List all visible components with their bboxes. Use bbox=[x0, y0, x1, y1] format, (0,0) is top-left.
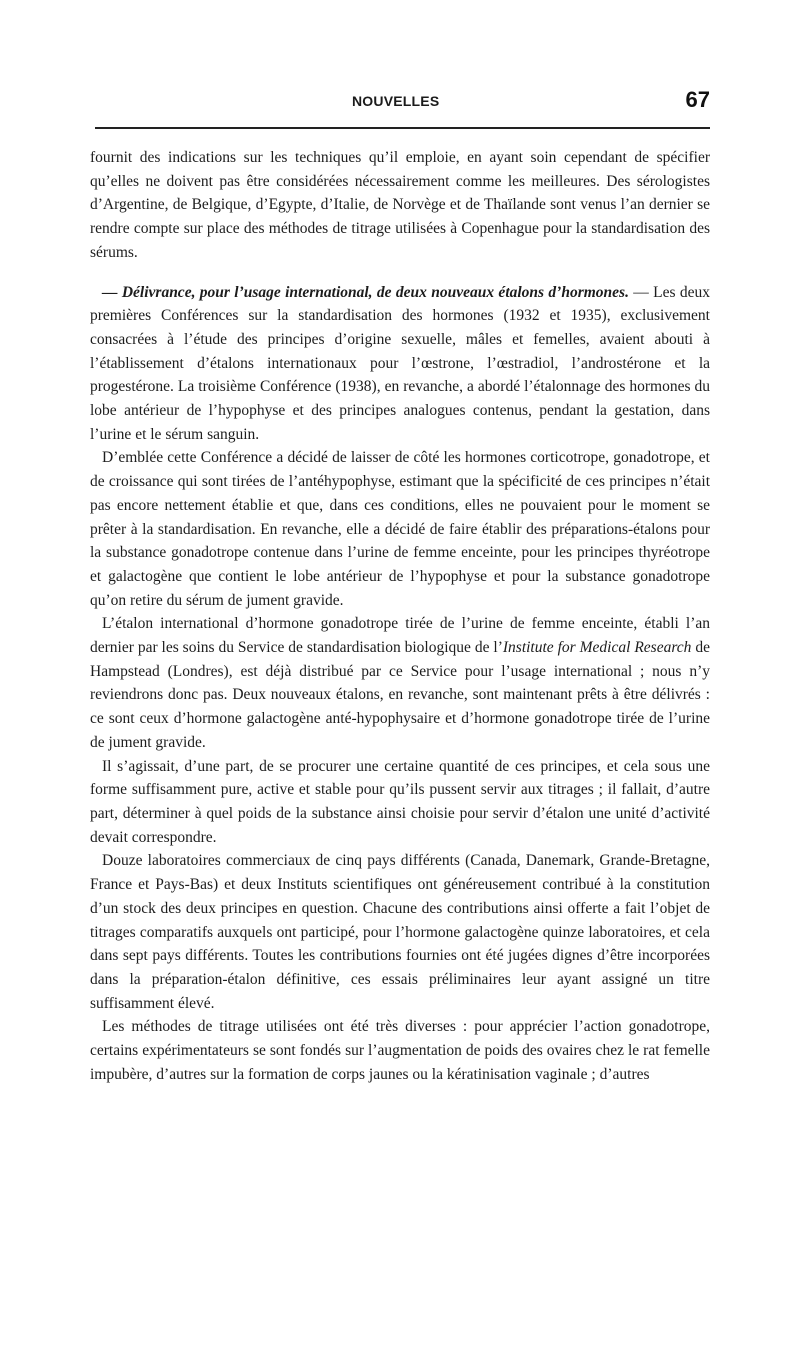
article-body bbox=[90, 146, 710, 1086]
running-head bbox=[90, 88, 710, 122]
paragraph-text: Douze laboratoires commerciaux de cinq pays différents (Canada, Danemark, Grande-Bretagne, France et Pays-Bas) et deux Instituts scientifiques ont généreusement contribué à la constitution d’un stock des deux principes en question. Chacune des contributions ainsi offerte a fait l’objet de titrages comparatifs auxquels ont participé, pour l’hormone galactogène quinze laboratoires, et cela dans sept pays différents. Toutes les contributions fournies ont été jugées dignes d’être incorporées dans la préparation-étalon définitive, ces essais préliminaires leur ayant assigné un titre suffisamment élevé. bbox=[90, 852, 710, 1012]
paragraph-procurement bbox=[90, 755, 710, 850]
paragraph-text: — Les deux premières Conférences sur la standardisation des hormones (1932 et 1935), exclusivement consacrées à l’étude des principes d’origine sexuelle, mâles et femelles, avaient abouti à l’établissement d’étalons internationaux pour l’œstrone, l’œstradiol, l’androstérone et la progestérone. La troisième Conférence (1938), en revanche, a abordé l’étalonnage des hormones du lobe antérieur de l’hypophyse et des principes analogues contenus, pendant la gestation, dans l’urine et le sérum sanguin. bbox=[90, 283, 710, 443]
running-title: NOUVELLES bbox=[352, 93, 440, 109]
institute-name: Institute for Medical Research bbox=[502, 639, 692, 657]
paragraph-laboratories bbox=[90, 849, 710, 1015]
paragraph-text: L’étalon international d’hormone gonadotrope tirée de l’urine de femme enceinte, établi l’an dernier par les soins du Service de standardisation biologique de l’ bbox=[90, 615, 710, 657]
paragraph-hormone-standards bbox=[90, 281, 710, 447]
document-page bbox=[90, 0, 710, 1371]
page-number: 67 bbox=[685, 87, 710, 112]
paragraph-serums bbox=[90, 146, 710, 265]
paragraph-international-standard bbox=[90, 612, 710, 754]
paragraph-methods bbox=[90, 1015, 710, 1086]
paragraph-text: fournit des indications sur les techniques qu’il emploie, en ayant soin cependant de spécifier qu’elles ne doivent pas être considérées nécessairement comme les meilleures. Des sérologistes d’Argentine, de Belgique, d’Egypte, d’Italie, de Norvège et de Thaïlande sont venus l’an dernier se rendre compte sur place des méthodes de titrage utilisées à Copenhague pour la standardisation des sérums. bbox=[90, 149, 710, 261]
paragraph-text: D’emblée cette Conférence a décidé de laisser de côté les hormones corticotrope, gonadotrope, et de croissance qui sont tirées de l’antéhypophyse, estimant que la spécificité de ces principes n’était pas encore nettement établie et que, dans ces conditions, elles ne pouvaient pour le moment se prêter à la standardisation. En revanche, elle a décidé de faire établir des préparations-étalons pour la substance gonadotrope contenue dans l’urine de femme enceinte, pour les principes thyréotrope et galactogène que contient le lobe antérieur de l’hypophyse et pour la substance gonadotrope qu’on retire du sérum de jument gravide. bbox=[90, 449, 710, 609]
header-rule bbox=[95, 127, 710, 129]
section-heading: — Délivrance, pour l’usage international, de deux nouveaux étalons d’hormones. bbox=[102, 283, 629, 301]
paragraph-text: Les méthodes de titrage utilisées ont été très diverses : pour apprécier l’action gonadotrope, certains expérimentateurs se sont fondés sur l’augmentation de poids des ovaires chez le rat femelle impubère, d’autres sur la formation de corps jaunes ou la kératinisation vaginale ; d’autres bbox=[90, 1018, 710, 1083]
paragraph-text: de Hampstead (Londres), est déjà distribué par ce Service pour l’usage international ; nous n’y reviendrons donc pas. Deux nouveaux étalons, en revanche, sont maintenant prêts à être délivrés : ce sont ceux d’hormone galactogène anté-hypophysaire et d’hormone gonadotrope tirée de l’urine de jument gravide. bbox=[90, 639, 710, 751]
paragraph-conference-decision bbox=[90, 446, 710, 612]
paragraph-text: Il s’agissait, d’une part, de se procurer une certaine quantité de ces principes, et cela sous une forme suffisamment pure, active et stable pour qu’ils pussent servir aux titrages ; il fallait, d’autre part, déterminer à quel poids de la substance ainsi choisie pour servir d’étalon une unité d’activité devait correspondre. bbox=[90, 757, 710, 846]
